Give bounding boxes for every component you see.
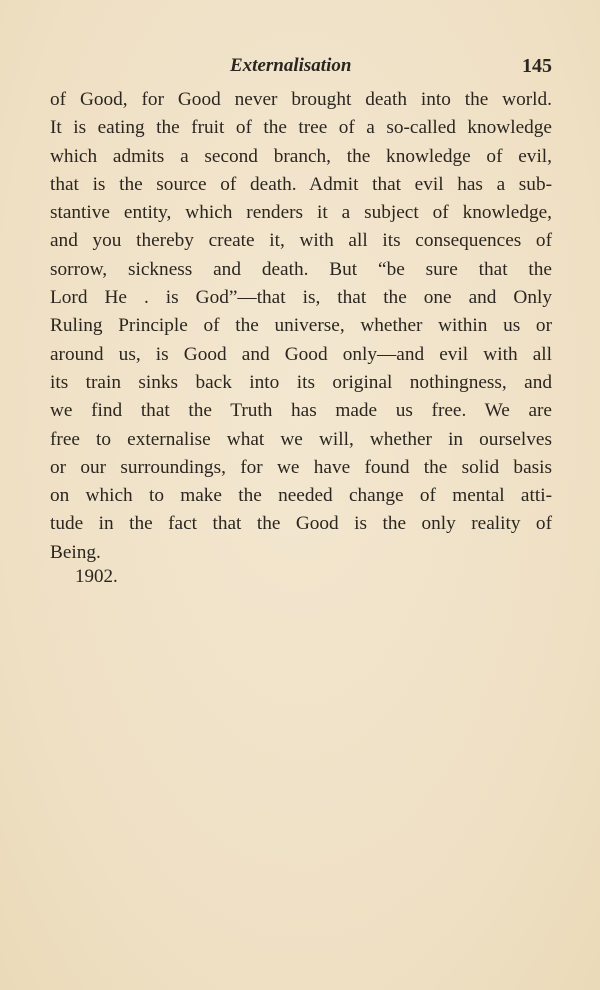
text-line: free to externalise what we will, whether in ourselves (50, 428, 552, 450)
running-title: Externalisation (230, 55, 352, 76)
text-line: Being. (50, 541, 101, 563)
text-line: It is eating the fruit of the tree of a so-called knowledge (50, 117, 552, 139)
text-line: we find that the Truth has made us free. We are (50, 400, 552, 422)
date: 1902. (75, 566, 118, 587)
page-header (50, 55, 552, 85)
text-line: that is the source of death. Admit that evil has a sub- (50, 173, 552, 195)
body-text (50, 86, 552, 567)
text-line: or our surroundings, for we have found the solid basis (50, 456, 552, 478)
text-line: and you thereby create it, with all its consequences of (50, 230, 552, 252)
page-number: 145 (522, 55, 552, 77)
text-line: Ruling Principle of the universe, whether within us or (50, 315, 552, 337)
text-line: of Good, for Good never brought death into the world. (50, 89, 552, 110)
text-line: Lord He . is God”—that is, that the one and Only (50, 287, 552, 309)
text-line: tude in the fact that the Good is the only reality of (50, 513, 552, 535)
text-line: sorrow, sickness and death. But “be sure that the (50, 258, 552, 280)
text-line: on which to make the needed change of mental atti- (50, 485, 552, 507)
text-line: stantive entity, which renders it a subject of knowledge, (50, 202, 552, 224)
text-line: which admits a second branch, the knowledge of evil, (50, 145, 552, 167)
text-line: its train sinks back into its original nothingness, and (50, 371, 552, 393)
text-line: around us, is Good and Good only—and evil with all (50, 343, 552, 365)
